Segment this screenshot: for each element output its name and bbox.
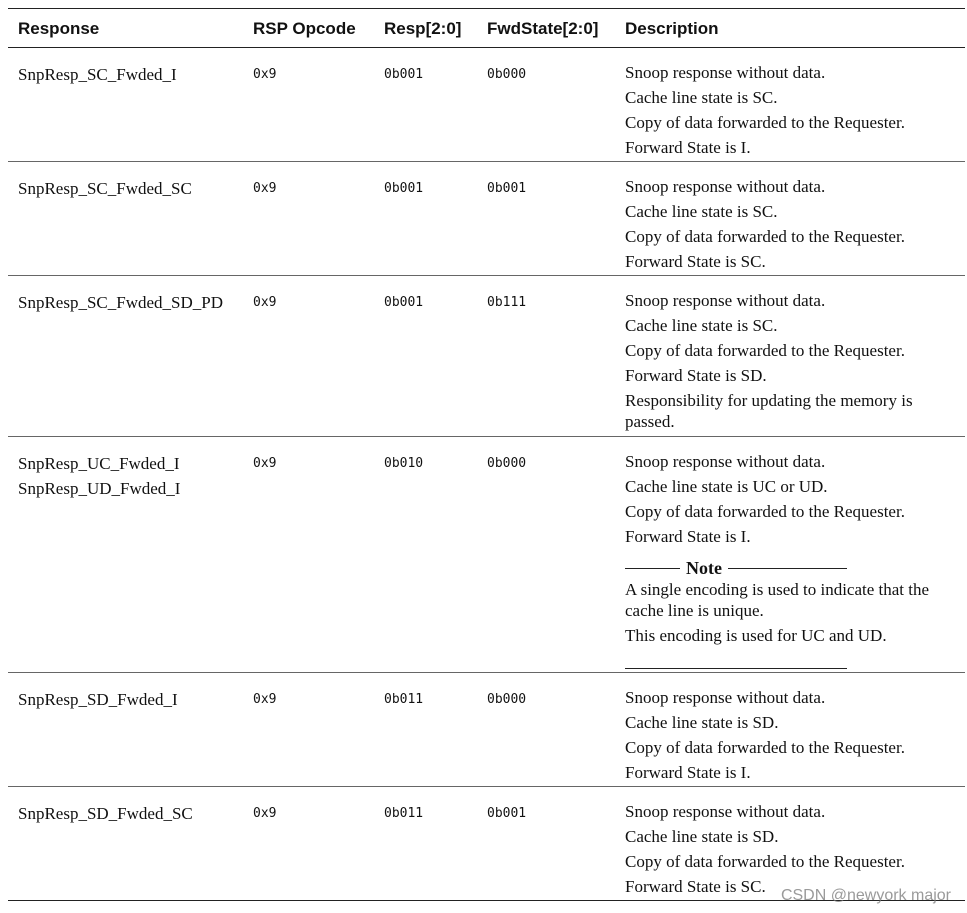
header-description: Description <box>625 19 719 38</box>
response-name: SnpResp_SC_Fwded_SC <box>18 179 192 198</box>
description-line: Cache line state is SC. <box>625 316 778 335</box>
description-line: Snoop response without data. <box>625 688 826 707</box>
table-row <box>8 48 965 162</box>
description-line: Responsibility for updating the memory is passed. <box>625 391 913 431</box>
fwdstate-value: 0b000 <box>487 692 527 707</box>
snoop-response-table <box>8 8 965 901</box>
description-line: Copy of data forwarded to the Requester. <box>625 852 905 871</box>
resp-value: 0b010 <box>384 456 424 471</box>
fwdstate-value: 0b001 <box>487 806 527 821</box>
description-line: Cache line state is UC or UD. <box>625 477 828 496</box>
description-cell <box>625 62 955 162</box>
description-cell <box>625 451 955 669</box>
description-line: Copy of data forwarded to the Requester. <box>625 502 905 521</box>
rsp-opcode-value: 0x9 <box>253 806 277 821</box>
description-cell <box>625 290 955 436</box>
description-line: Forward State is I. <box>625 527 751 546</box>
description-line: Forward State is SC. <box>625 877 766 896</box>
response-name: SnpResp_SD_Fwded_I <box>18 690 178 709</box>
note-rule-right <box>728 568 847 569</box>
watermark: CSDN @newyork major <box>780 887 951 904</box>
resp-value: 0b001 <box>384 181 424 196</box>
response-name: SnpResp_UD_Fwded_I <box>18 479 181 498</box>
note-line: A single encoding is used to indicate that the cache line is unique. <box>625 580 930 620</box>
description-cell <box>625 801 955 901</box>
description-line: Cache line state is SC. <box>625 88 778 107</box>
resp-value: 0b011 <box>384 692 424 707</box>
fwdstate-value: 0b001 <box>487 181 527 196</box>
fwdstate-value: 0b000 <box>487 67 527 82</box>
response-name-cell <box>18 176 192 201</box>
description-line: Snoop response without data. <box>625 63 826 82</box>
note-rule-bottom <box>625 668 847 669</box>
header-rsp-opcode: RSP Opcode <box>253 19 356 38</box>
rsp-opcode-value: 0x9 <box>253 692 277 707</box>
table-row <box>8 787 965 901</box>
fwdstate-value: 0b111 <box>487 295 527 310</box>
table-row <box>8 276 965 437</box>
description-line: Cache line state is SD. <box>625 827 779 846</box>
note-line: This encoding is used for UC and UD. <box>625 626 887 645</box>
description-line: Snoop response without data. <box>625 177 826 196</box>
description-line: Snoop response without data. <box>625 452 826 471</box>
description-line: Copy of data forwarded to the Requester. <box>625 341 905 360</box>
description-line: Snoop response without data. <box>625 291 826 310</box>
note-title: Note <box>686 557 722 578</box>
response-name-cell <box>18 687 178 712</box>
description-line: Forward State is SD. <box>625 366 767 385</box>
table-body <box>8 48 965 901</box>
response-name: SnpResp_UC_Fwded_I <box>18 454 180 473</box>
table-row <box>8 673 965 787</box>
resp-value: 0b011 <box>384 806 424 821</box>
description-line: Copy of data forwarded to the Requester. <box>625 227 905 246</box>
header-response: Response <box>18 19 100 38</box>
response-name-cell <box>18 451 180 501</box>
rsp-opcode-value: 0x9 <box>253 181 277 196</box>
fwdstate-value: 0b000 <box>487 456 527 471</box>
description-line: Cache line state is SC. <box>625 202 778 221</box>
description-line: Copy of data forwarded to the Requester. <box>625 738 905 757</box>
note-header <box>625 557 847 579</box>
rsp-opcode-value: 0x9 <box>253 295 277 310</box>
response-name: SnpResp_SD_Fwded_SC <box>18 804 193 823</box>
header-resp: Resp[2:0] <box>384 19 462 38</box>
description-line: Forward State is I. <box>625 138 751 157</box>
response-name: SnpResp_SC_Fwded_SD_PD <box>18 293 223 312</box>
description-line: Forward State is I. <box>625 763 751 782</box>
description-line: Forward State is SC. <box>625 252 766 271</box>
rsp-opcode-value: 0x9 <box>253 67 277 82</box>
table-row <box>8 162 965 276</box>
header-fwdstate: FwdState[2:0] <box>487 19 599 38</box>
response-name-cell <box>18 62 177 87</box>
rsp-opcode-value: 0x9 <box>253 456 277 471</box>
table-header <box>8 8 965 48</box>
response-name-cell <box>18 290 223 315</box>
description-line: Copy of data forwarded to the Requester. <box>625 113 905 132</box>
resp-value: 0b001 <box>384 295 424 310</box>
description-cell <box>625 176 955 276</box>
description-cell <box>625 687 955 787</box>
note-rule-left <box>625 568 680 569</box>
note-box <box>625 557 930 669</box>
table-row <box>8 437 965 673</box>
response-name: SnpResp_SC_Fwded_I <box>18 65 177 84</box>
description-line: Snoop response without data. <box>625 802 826 821</box>
note-body <box>625 579 955 646</box>
response-name-cell <box>18 801 193 826</box>
resp-value: 0b001 <box>384 67 424 82</box>
description-line: Cache line state is SD. <box>625 713 779 732</box>
